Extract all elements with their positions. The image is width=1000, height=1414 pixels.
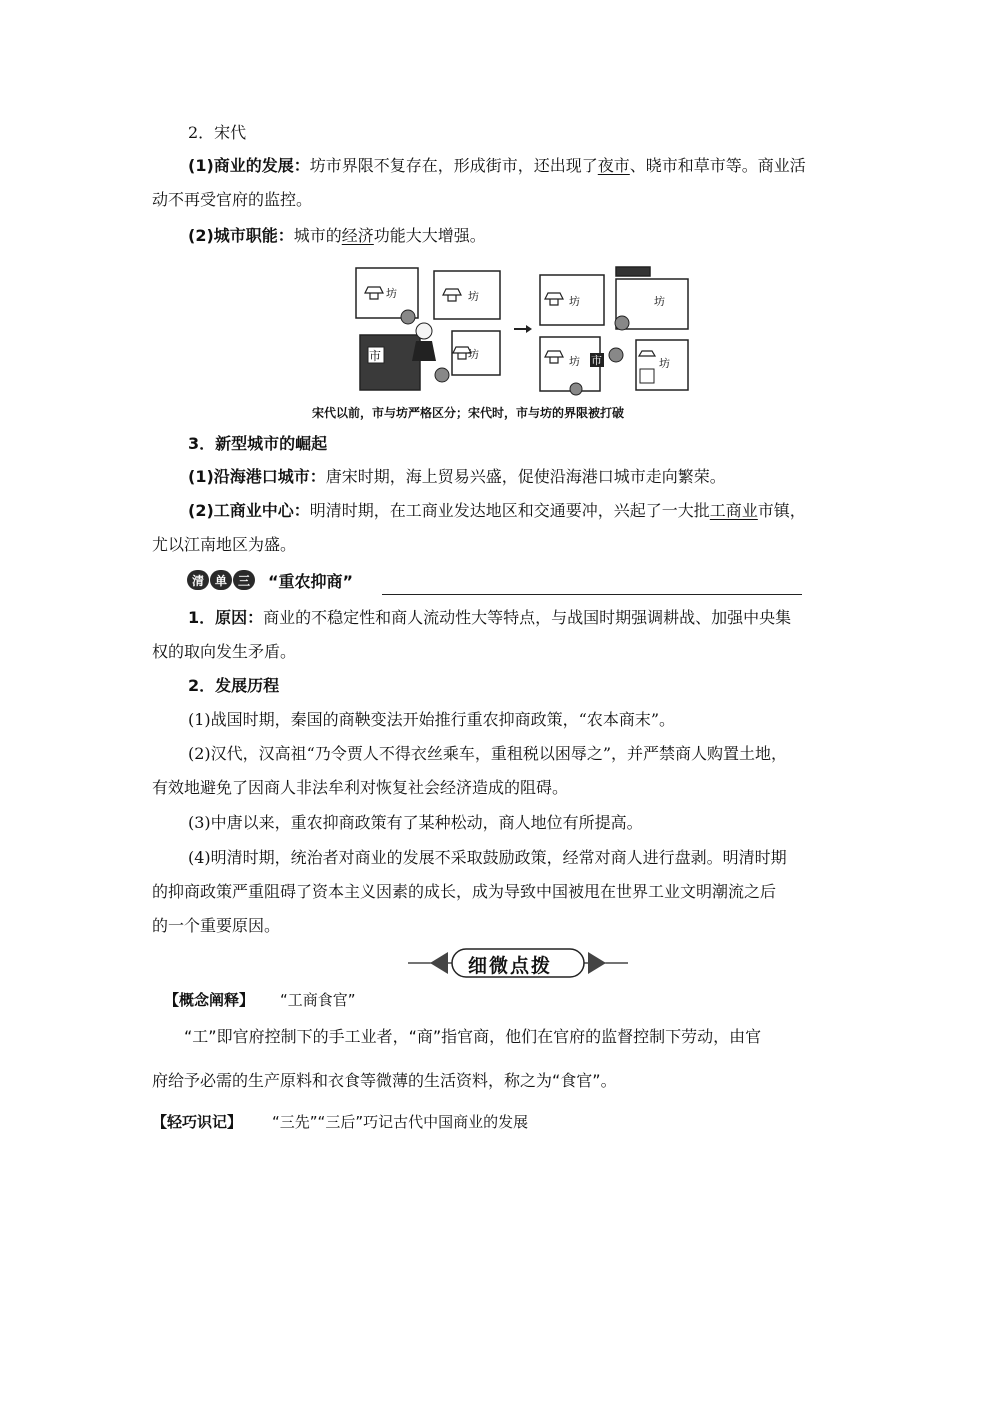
coastal-cities-paragraph: (1)沿海港口城市：唐宋时期，海上贸易兴盛，促使沿海港口城市走向繁荣。 [188, 467, 726, 486]
history-item-4: (4)明清时期，统治者对商业的发展不采取鼓励政策，经常对商人进行盘剥。明清时期 [188, 848, 787, 867]
new-cities-heading: 3．新型城市的崛起 [188, 434, 328, 453]
history-item-4-line3: 的一个重要原因。 [152, 916, 281, 935]
fang-label: 坊 [468, 348, 479, 361]
song-heading: 2．宋代 [188, 123, 247, 142]
reason-line2: 权的取向发生矛盾。 [152, 642, 297, 661]
history-heading: 2．发展历程 [188, 676, 280, 695]
tips-banner: 细微点拨 [408, 946, 628, 978]
fang-label: 坊 [569, 295, 580, 308]
title-underline [382, 594, 802, 595]
fang-label: 坊 [569, 355, 580, 368]
memo-label: 【轻巧识记】 “三先”“三后”巧记古代中国商业的发展 [152, 1113, 529, 1131]
svg-text:市: 市 [591, 354, 602, 367]
song-commerce-line2: 动不再受官府的监控。 [152, 190, 313, 209]
fang-label: 坊 [654, 295, 665, 308]
list-three-title: “重农抑商” [268, 572, 354, 591]
badge-char: 清 [187, 570, 209, 590]
history-item-2-line2: 有效地避免了因商人非法牟利对恢复社会经济造成的阻碍。 [152, 778, 569, 797]
svg-text:市: 市 [369, 349, 382, 363]
history-item-2: (2)汉代，汉高祖“乃令贾人不得衣丝乘车，重租税以困辱之”，并严禁商人购置土地， [188, 744, 788, 763]
fang-shi-figure [354, 265, 694, 400]
concept-label: 【概念阐释】 “工商食官” [164, 991, 356, 1009]
fang-label: 坊 [468, 290, 479, 303]
city-function-paragraph: (2)城市职能：城市的经济功能大大增强。 [188, 226, 486, 245]
fang-label: 坊 [386, 287, 397, 300]
history-item-1: (1)战国时期，秦国的商鞅变法开始推行重农抑商政策，“农本商末”。 [188, 710, 676, 729]
song-commerce-paragraph: (1)商业的发展：坊市界限不复存在，形成街市，还出现了夜市、晓市和草市等。商业活 [188, 156, 806, 175]
figure-caption: 宋代以前，市与坊严格区分；宋代时，市与坊的界限被打破 [312, 406, 625, 420]
concept-line2: 府给予必需的生产原料和衣食等微薄的生活资料，称之为“食官”。 [152, 1071, 617, 1090]
commerce-centers-line2: 尤以江南地区为盛。 [152, 535, 297, 554]
fang-label: 坊 [659, 357, 670, 370]
history-item-3: (3)中唐以来，重农抑商政策有了某种松动，商人地位有所提高。 [188, 813, 643, 832]
list-three-badge [187, 570, 256, 590]
history-item-4-line2: 的抑商政策严重阻碍了资本主义因素的成长，成为导致中国被甩在世界工业文明潮流之后 [152, 882, 777, 901]
badge-char: 三 [233, 570, 255, 590]
concept-line1: “工”即官府控制下的手工业者，“商”指官商，他们在官府的监督控制下劳动，由官 [184, 1027, 762, 1046]
reason-paragraph: 1．原因：商业的不稳定性和商人流动性大等特点，与战国时期强调耕战、加强中央集 [188, 608, 792, 627]
badge-char: 单 [210, 570, 232, 590]
commerce-centers-paragraph: (2)工商业中心：明清时期，在工商业发达地区和交通要冲，兴起了一大批工商业市镇， [188, 501, 806, 520]
